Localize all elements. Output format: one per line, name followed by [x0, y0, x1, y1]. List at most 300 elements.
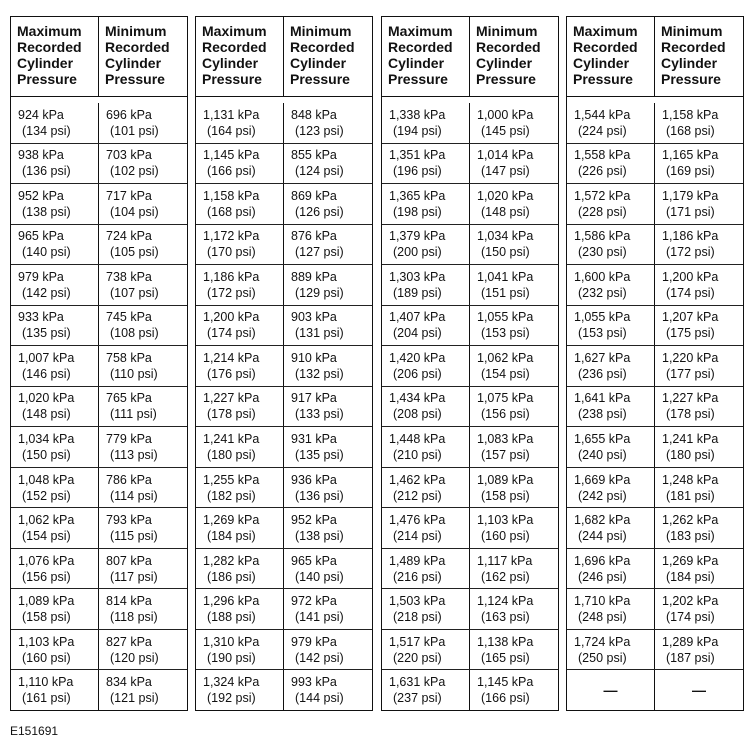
psi-value: (176 psi)	[207, 366, 256, 381]
header-line: Cylinder	[661, 55, 718, 71]
kpa-value: 1,220 kPa	[662, 350, 719, 365]
table-row	[196, 183, 372, 224]
max-pressure-cell	[196, 387, 284, 427]
max-pressure-cell	[196, 144, 284, 184]
header-line: Recorded	[202, 39, 267, 55]
kpa-value: 933 kPa	[18, 310, 64, 325]
kpa-value: 1,020 kPa	[477, 188, 534, 203]
min-pressure-cell	[284, 144, 372, 184]
kpa-value: 1,379 kPa	[389, 229, 446, 244]
psi-value: (224 psi)	[578, 123, 627, 138]
psi-value: (145 psi)	[481, 123, 530, 138]
max-pressure-cell	[382, 468, 470, 508]
max-pressure-cell	[567, 589, 655, 629]
kpa-value: 1,269 kPa	[203, 513, 260, 528]
table-row	[196, 669, 372, 710]
max-pressure-cell	[567, 630, 655, 670]
min-pressure-cell	[655, 427, 743, 467]
kpa-value: 1,214 kPa	[203, 350, 260, 365]
psi-value: (236 psi)	[578, 366, 627, 381]
table-row	[382, 467, 558, 508]
table-row	[567, 264, 743, 305]
psi-value: (188 psi)	[207, 610, 256, 625]
kpa-value: 834 kPa	[106, 675, 152, 690]
table-row	[567, 103, 743, 143]
header-line: Cylinder	[17, 55, 74, 71]
table-row	[196, 467, 372, 508]
kpa-value: 972 kPa	[291, 594, 337, 609]
max-pressure-cell	[567, 144, 655, 184]
min-pressure-cell	[284, 670, 372, 710]
figure-id: E151691	[10, 724, 59, 738]
header-line: Minimum	[105, 23, 167, 39]
kpa-value: 1,627 kPa	[574, 350, 631, 365]
max-pressure-cell	[567, 670, 655, 710]
kpa-value: 1,544 kPa	[574, 107, 631, 122]
psi-value: (174 psi)	[666, 610, 715, 625]
table-row	[567, 467, 743, 508]
kpa-value: 1,407 kPa	[389, 310, 446, 325]
min-pressure-header	[284, 17, 372, 96]
min-pressure-cell	[470, 630, 558, 670]
kpa-value: 738 kPa	[106, 269, 152, 284]
psi-value: (118 psi)	[110, 610, 158, 625]
max-pressure-cell	[567, 508, 655, 548]
psi-value: (174 psi)	[666, 285, 715, 300]
header-line: Minimum	[290, 23, 352, 39]
max-pressure-cell	[567, 549, 655, 589]
min-pressure-cell	[284, 630, 372, 670]
kpa-value: 1,600 kPa	[574, 269, 631, 284]
header-line: Pressure	[105, 71, 165, 87]
max-pressure-cell	[382, 630, 470, 670]
table-row	[11, 507, 187, 548]
psi-value: (136 psi)	[295, 488, 344, 503]
kpa-value: 1,351 kPa	[389, 148, 446, 163]
kpa-value: 1,572 kPa	[574, 188, 631, 203]
kpa-value: 1,669 kPa	[574, 472, 631, 487]
min-pressure-cell	[655, 265, 743, 305]
table-row	[196, 345, 372, 386]
psi-value: (153 psi)	[578, 326, 627, 341]
min-pressure-cell	[470, 670, 558, 710]
max-pressure-cell	[11, 225, 99, 265]
psi-value: (110 psi)	[110, 366, 158, 381]
psi-value: (177 psi)	[666, 366, 715, 381]
header-line: Cylinder	[202, 55, 259, 71]
table-row	[567, 426, 743, 467]
pressure-table-4	[566, 16, 744, 711]
table-row	[11, 426, 187, 467]
max-pressure-cell	[196, 427, 284, 467]
psi-value: (114 psi)	[110, 488, 158, 503]
kpa-value: 1,724 kPa	[574, 634, 631, 649]
psi-value: (154 psi)	[22, 529, 71, 544]
max-pressure-cell	[11, 670, 99, 710]
table-row	[382, 345, 558, 386]
header-line: Cylinder	[573, 55, 630, 71]
table-row	[11, 548, 187, 589]
psi-value: (174 psi)	[207, 326, 256, 341]
kpa-value: 1,089 kPa	[477, 472, 534, 487]
table-row	[196, 548, 372, 589]
psi-value: (157 psi)	[481, 448, 530, 463]
kpa-value: 1,462 kPa	[389, 472, 446, 487]
psi-value: (161 psi)	[22, 691, 71, 706]
min-pressure-cell	[655, 508, 743, 548]
min-pressure-cell	[99, 144, 187, 184]
psi-value: (242 psi)	[578, 488, 627, 503]
table-row	[382, 507, 558, 548]
min-pressure-cell	[99, 346, 187, 386]
max-pressure-cell	[567, 427, 655, 467]
psi-value: (171 psi)	[666, 204, 715, 219]
kpa-value: 1,200 kPa	[662, 269, 719, 284]
min-pressure-cell	[470, 549, 558, 589]
min-pressure-cell	[655, 103, 743, 143]
kpa-value: 1,186 kPa	[203, 269, 260, 284]
kpa-value: 1,248 kPa	[662, 472, 719, 487]
min-pressure-cell	[284, 103, 372, 143]
min-pressure-cell	[284, 589, 372, 629]
max-pressure-cell	[196, 508, 284, 548]
psi-value: (152 psi)	[22, 488, 71, 503]
max-pressure-cell	[196, 184, 284, 224]
kpa-value: 1,269 kPa	[662, 553, 719, 568]
kpa-value: 1,179 kPa	[662, 188, 719, 203]
kpa-value: 696 kPa	[106, 107, 152, 122]
psi-value: (178 psi)	[666, 407, 715, 422]
header-line: Recorded	[661, 39, 726, 55]
psi-value: (150 psi)	[481, 245, 530, 260]
min-pressure-cell	[99, 306, 187, 346]
kpa-value: 1,089 kPa	[18, 594, 75, 609]
table-row	[382, 183, 558, 224]
max-pressure-cell	[382, 427, 470, 467]
max-pressure-cell	[11, 184, 99, 224]
kpa-value: 1,434 kPa	[389, 391, 446, 406]
kpa-value: 1,202 kPa	[662, 594, 719, 609]
table-row	[382, 264, 558, 305]
kpa-value: 1,241 kPa	[203, 432, 260, 447]
psi-value: (196 psi)	[393, 164, 442, 179]
kpa-value: 1,041 kPa	[477, 269, 534, 284]
table-row	[567, 629, 743, 670]
psi-value: (166 psi)	[481, 691, 530, 706]
kpa-value: 952 kPa	[291, 513, 337, 528]
table-row	[567, 183, 743, 224]
kpa-value: 1,014 kPa	[477, 148, 534, 163]
table-row	[567, 345, 743, 386]
min-pressure-cell	[655, 589, 743, 629]
psi-value: (172 psi)	[207, 285, 256, 300]
kpa-value: 814 kPa	[106, 594, 152, 609]
max-pressure-cell	[196, 265, 284, 305]
table-row	[11, 224, 187, 265]
psi-value: (240 psi)	[578, 448, 627, 463]
table-row	[11, 588, 187, 629]
psi-value: (194 psi)	[393, 123, 442, 138]
kpa-value: 765 kPa	[106, 391, 152, 406]
kpa-value: 1,083 kPa	[477, 432, 534, 447]
min-pressure-cell	[284, 508, 372, 548]
table-row	[11, 669, 187, 710]
psi-value: (156 psi)	[481, 407, 530, 422]
psi-value: (150 psi)	[22, 448, 71, 463]
kpa-value: 1,207 kPa	[662, 310, 719, 325]
kpa-value: 724 kPa	[106, 229, 152, 244]
kpa-value: 1,631 kPa	[389, 675, 446, 690]
kpa-value: 1,020 kPa	[18, 391, 75, 406]
table-row	[196, 143, 372, 184]
min-pressure-cell	[470, 387, 558, 427]
table-row	[196, 386, 372, 427]
min-pressure-cell	[470, 589, 558, 629]
min-pressure-cell	[470, 468, 558, 508]
min-pressure-cell	[470, 508, 558, 548]
table-row	[11, 386, 187, 427]
psi-value: (184 psi)	[207, 529, 256, 544]
kpa-value: 876 kPa	[291, 229, 337, 244]
kpa-value: 1,655 kPa	[574, 432, 631, 447]
psi-value: (210 psi)	[393, 448, 442, 463]
psi-value: (135 psi)	[22, 326, 71, 341]
psi-value: (220 psi)	[393, 650, 442, 665]
kpa-value: 786 kPa	[106, 472, 152, 487]
kpa-value: 1,048 kPa	[18, 472, 75, 487]
psi-value: (169 psi)	[666, 164, 715, 179]
table-row	[382, 224, 558, 265]
psi-value: (140 psi)	[295, 569, 344, 584]
kpa-value: 979 kPa	[18, 269, 64, 284]
max-pressure-cell	[567, 265, 655, 305]
table-row	[567, 224, 743, 265]
psi-value: (154 psi)	[481, 366, 530, 381]
psi-value: (108 psi)	[110, 326, 159, 341]
max-pressure-cell	[567, 225, 655, 265]
kpa-value: 827 kPa	[106, 634, 152, 649]
table-row	[11, 345, 187, 386]
psi-value: (142 psi)	[295, 650, 344, 665]
min-pressure-cell	[99, 103, 187, 143]
table-row	[196, 629, 372, 670]
table-row	[382, 143, 558, 184]
min-pressure-cell	[99, 589, 187, 629]
kpa-value: 1,055 kPa	[574, 310, 631, 325]
min-pressure-cell	[284, 225, 372, 265]
min-pressure-cell	[470, 265, 558, 305]
header-line: Pressure	[661, 71, 721, 87]
psi-value: (117 psi)	[110, 569, 158, 584]
table-row	[567, 548, 743, 589]
psi-value: (144 psi)	[295, 691, 344, 706]
psi-value: (212 psi)	[393, 488, 442, 503]
psi-value: (226 psi)	[578, 164, 627, 179]
max-pressure-cell	[196, 306, 284, 346]
kpa-value: 910 kPa	[291, 350, 337, 365]
max-pressure-header	[11, 17, 99, 96]
header-line: Recorded	[476, 39, 541, 55]
min-pressure-cell	[655, 630, 743, 670]
table-header	[567, 17, 743, 97]
psi-value: (138 psi)	[22, 204, 71, 219]
header-line: Recorded	[17, 39, 82, 55]
psi-value: (189 psi)	[393, 285, 442, 300]
min-pressure-header	[655, 17, 743, 96]
max-pressure-cell	[196, 630, 284, 670]
kpa-value: 1,503 kPa	[389, 594, 446, 609]
psi-value: (214 psi)	[393, 529, 442, 544]
psi-value: (244 psi)	[578, 529, 627, 544]
kpa-value: 1,227 kPa	[662, 391, 719, 406]
kpa-value: 745 kPa	[106, 310, 152, 325]
kpa-value: 1,062 kPa	[18, 513, 75, 528]
max-pressure-cell	[11, 589, 99, 629]
table-row	[382, 548, 558, 589]
min-pressure-cell	[284, 184, 372, 224]
header-line: Recorded	[290, 39, 355, 55]
psi-value: (160 psi)	[481, 529, 530, 544]
psi-value: (101 psi)	[110, 123, 159, 138]
psi-value: (126 psi)	[295, 204, 344, 219]
kpa-value: 1,172 kPa	[203, 229, 260, 244]
kpa-value: 1,448 kPa	[389, 432, 446, 447]
kpa-value: 889 kPa	[291, 269, 337, 284]
kpa-value: 779 kPa	[106, 432, 152, 447]
kpa-value: 1,186 kPa	[662, 229, 719, 244]
psi-value: (156 psi)	[22, 569, 71, 584]
psi-value: (107 psi)	[110, 285, 159, 300]
max-pressure-cell	[382, 549, 470, 589]
psi-value: (180 psi)	[666, 448, 715, 463]
kpa-value: 1,055 kPa	[477, 310, 534, 325]
min-pressure-cell	[99, 549, 187, 589]
header-line: Recorded	[388, 39, 453, 55]
table-row	[11, 305, 187, 346]
table-row	[567, 588, 743, 629]
min-pressure-header	[470, 17, 558, 96]
header-line: Minimum	[476, 23, 538, 39]
min-pressure-cell	[284, 306, 372, 346]
psi-value: (246 psi)	[578, 569, 627, 584]
pressure-table-2	[195, 16, 373, 711]
kpa-value: 717 kPa	[106, 188, 152, 203]
max-pressure-cell	[382, 346, 470, 386]
max-pressure-cell	[382, 265, 470, 305]
psi-value: (166 psi)	[207, 164, 256, 179]
max-pressure-cell	[11, 306, 99, 346]
min-pressure-cell	[470, 184, 558, 224]
table-row	[382, 103, 558, 143]
table-row	[382, 426, 558, 467]
max-pressure-cell	[11, 427, 99, 467]
min-pressure-cell	[99, 630, 187, 670]
psi-value: (123 psi)	[295, 123, 344, 138]
psi-value: (132 psi)	[295, 366, 344, 381]
kpa-value: 924 kPa	[18, 107, 64, 122]
header-line: Cylinder	[105, 55, 162, 71]
psi-value: (168 psi)	[207, 204, 256, 219]
kpa-value: 869 kPa	[291, 188, 337, 203]
min-pressure-cell	[470, 225, 558, 265]
psi-value: (164 psi)	[207, 123, 256, 138]
min-pressure-cell	[470, 427, 558, 467]
kpa-value: 1,303 kPa	[389, 269, 446, 284]
kpa-value: 1,255 kPa	[203, 472, 260, 487]
table-row	[196, 426, 372, 467]
table-row	[196, 224, 372, 265]
max-pressure-cell	[11, 387, 99, 427]
psi-value: (113 psi)	[110, 448, 158, 463]
kpa-value: 758 kPa	[106, 350, 152, 365]
table-row	[567, 507, 743, 548]
table-row	[11, 183, 187, 224]
max-pressure-cell	[382, 306, 470, 346]
kpa-value: 1,241 kPa	[662, 432, 719, 447]
psi-value: (160 psi)	[22, 650, 71, 665]
kpa-value: 965 kPa	[18, 229, 64, 244]
max-pressure-cell	[382, 670, 470, 710]
psi-value: (151 psi)	[481, 285, 530, 300]
header-line: Maximum	[388, 23, 453, 39]
max-pressure-cell	[382, 387, 470, 427]
max-pressure-cell	[382, 144, 470, 184]
max-pressure-cell	[382, 184, 470, 224]
kpa-value: 1,158 kPa	[662, 107, 719, 122]
psi-value: (175 psi)	[666, 326, 715, 341]
psi-value: (158 psi)	[22, 610, 71, 625]
max-pressure-cell	[196, 468, 284, 508]
kpa-value: —	[692, 682, 706, 699]
header-line: Maximum	[17, 23, 82, 39]
kpa-value: 1,296 kPa	[203, 594, 260, 609]
kpa-value: 1,158 kPa	[203, 188, 260, 203]
min-pressure-cell	[284, 387, 372, 427]
max-pressure-cell	[567, 387, 655, 427]
kpa-value: 1,338 kPa	[389, 107, 446, 122]
psi-value: (141 psi)	[295, 610, 344, 625]
kpa-value: 855 kPa	[291, 148, 337, 163]
header-line: Maximum	[573, 23, 638, 39]
header-line: Pressure	[476, 71, 536, 87]
min-pressure-cell	[655, 549, 743, 589]
min-pressure-cell	[99, 508, 187, 548]
header-line: Recorded	[573, 39, 638, 55]
kpa-value: 1,131 kPa	[203, 107, 260, 122]
kpa-value: 1,076 kPa	[18, 553, 75, 568]
header-line: Pressure	[388, 71, 448, 87]
max-pressure-header	[567, 17, 655, 96]
psi-value: (216 psi)	[393, 569, 442, 584]
header-line: Pressure	[202, 71, 262, 87]
kpa-value: 1,710 kPa	[574, 594, 631, 609]
kpa-value: 1,062 kPa	[477, 350, 534, 365]
min-pressure-cell	[99, 184, 187, 224]
min-pressure-cell	[99, 427, 187, 467]
psi-value: (248 psi)	[578, 610, 627, 625]
kpa-value: 1,200 kPa	[203, 310, 260, 325]
psi-value: (250 psi)	[578, 650, 627, 665]
pressure-table-1	[10, 16, 188, 711]
kpa-value: 1,262 kPa	[662, 513, 719, 528]
kpa-value: 993 kPa	[291, 675, 337, 690]
header-line: Cylinder	[290, 55, 347, 71]
max-pressure-cell	[567, 184, 655, 224]
header-line: Pressure	[290, 71, 350, 87]
kpa-value: 1,165 kPa	[662, 148, 719, 163]
psi-value: (218 psi)	[393, 610, 442, 625]
min-pressure-cell	[655, 346, 743, 386]
